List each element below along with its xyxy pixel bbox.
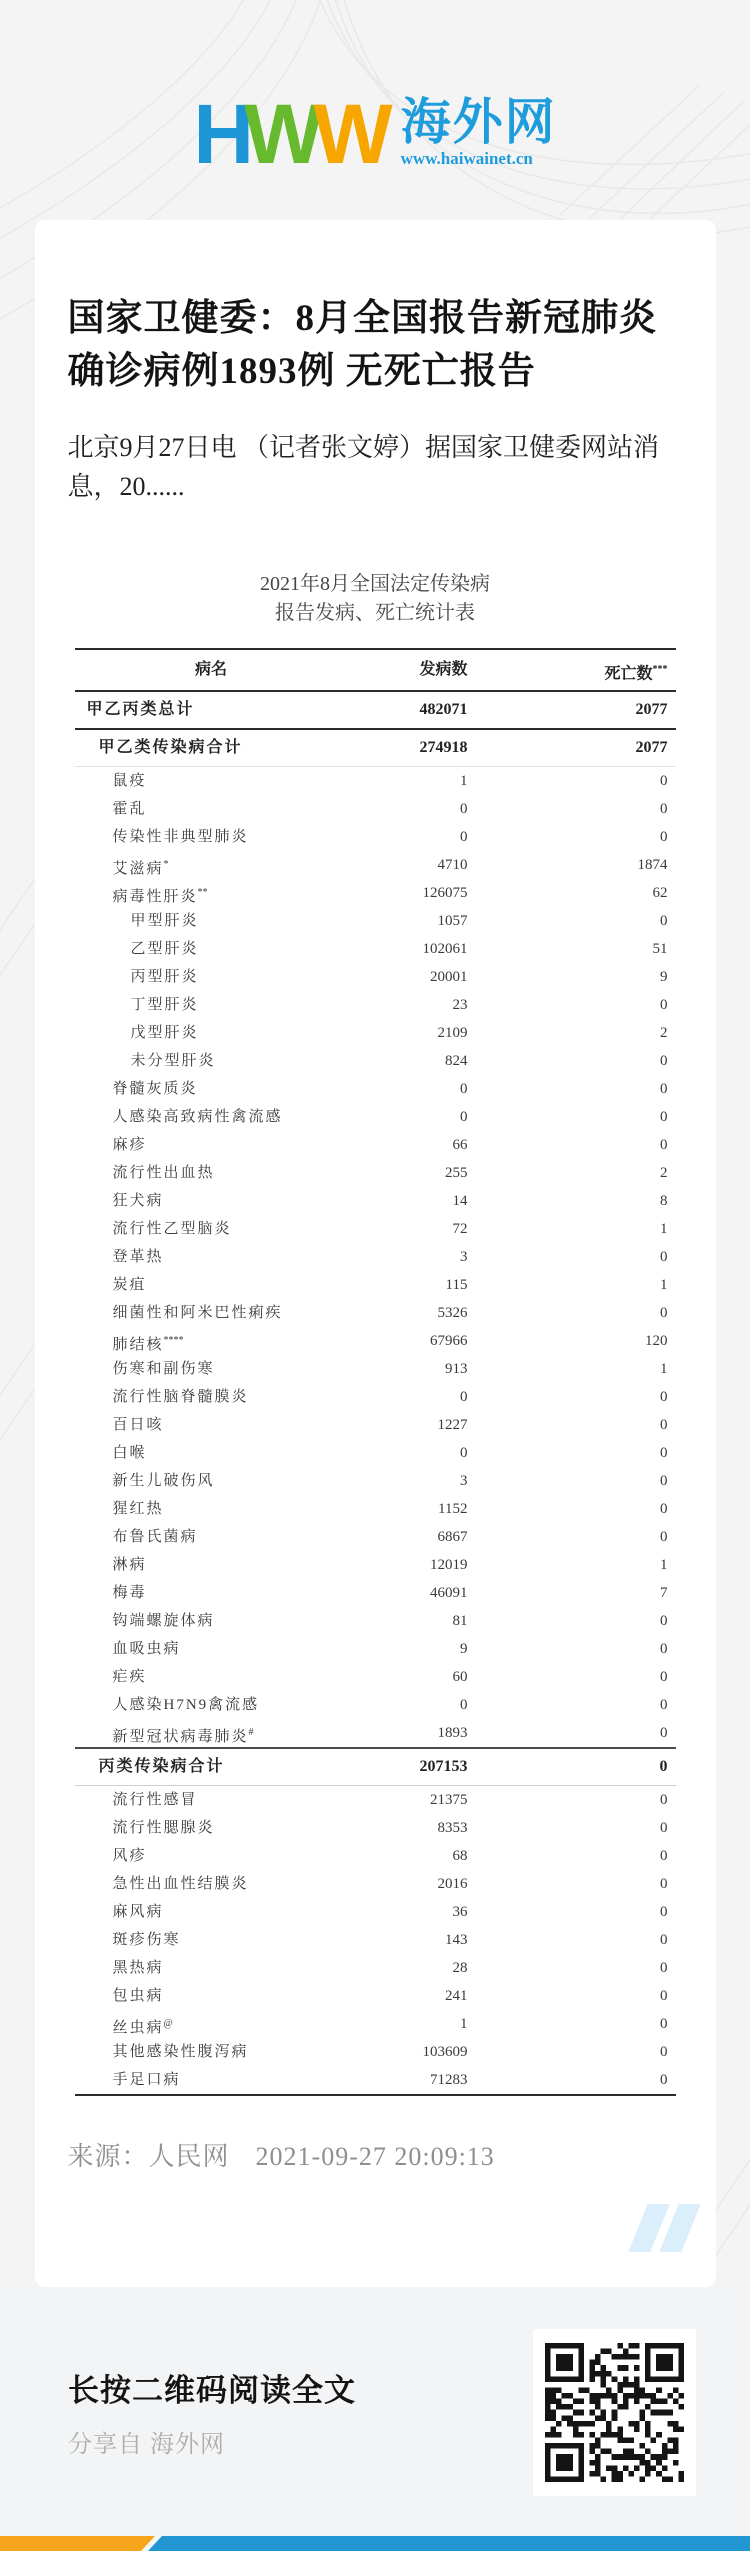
table-row: 传染性非典型肺炎 0 0 [112,829,668,845]
table-row: 淋病 12019 1 [112,1557,668,1573]
table-row: 甲型肝炎 1057 0 [130,913,668,929]
double-slash-decoration-icon [629,2204,691,2257]
article-intro: 北京9月27日电 （记者张文婷）据国家卫健委网站消息，20...... [67,433,660,501]
hww-logo-icon [193,87,400,181]
stripe-orange-segment [0,2536,160,2551]
table-row: 布鲁氏菌病 6867 0 [112,1529,668,1545]
table-row: 流行性腮腺炎 8353 0 [112,1820,668,1836]
table-row: 人感染高致病性禽流感 0 0 [112,1109,668,1125]
column-header-disease: 病名 [194,661,227,678]
table-row: 新生儿破伤风 3 0 [112,1473,668,1489]
table-row: 流行性脑脊髓膜炎 0 0 [112,1389,668,1405]
table-row: 人感染H7N9禽流感 0 0 [112,1697,668,1713]
table-row: 包虫病 241 0 [112,1988,668,2004]
table-row: 丙型肝炎 20001 9 [130,969,668,985]
publish-datetime: 2021-09-27 20:09:13 [255,2142,495,2171]
table-row: 风疹 68 0 [112,1848,668,1864]
table-row: 甲乙类传染病合计 274918 2077 [75,730,676,767]
bottom-brand-stripe [0,2536,750,2551]
site-name: 海外网 [400,94,557,150]
article-title: 国家卫健委：8月全国报告新冠肺炎确诊病例1893例 无死亡报告 [67,298,657,392]
table-row: 流行性乙型脑炎 72 1 [112,1221,668,1237]
share-footer [0,2287,750,2536]
disease-statistics-table [75,648,676,2096]
site-url: www.haiwainet.cn [400,149,533,168]
table-row: 乙型肝炎 102061 51 [130,941,668,957]
table-row: 伤寒和副伤寒 913 1 [112,1361,668,1377]
table-row: 霍乱 0 0 [112,801,668,817]
column-header-cases: 发病数 [419,661,468,678]
logo-letter-w2: W [313,87,383,181]
table-row: 流行性出血热 255 2 [112,1165,668,1181]
qr-code-pattern-icon [545,2343,684,2482]
table-row: 梅毒 46091 7 [112,1585,668,1601]
source-label: 来源： [67,2142,149,2171]
table-title-line1: 2021年8月全国法定传染病 [260,573,490,595]
table-header-row [75,648,676,692]
table-row: 急性出血性结膜炎 2016 0 [112,1876,668,1892]
table-row: 狂犬病 14 8 [112,1193,668,1209]
share-site-name: 海外网 [150,2432,225,2458]
table-row: 脊髓灰质炎 0 0 [112,1081,668,1097]
table-row: 肺结核**** 67966 120 [112,1333,668,1353]
table-row: 麻风病 36 0 [112,1904,668,1920]
table-title [68,570,683,628]
footer-headline: 长按二维码阅读全文 [68,2373,356,2408]
logo-letter-h: H [193,87,245,181]
logo-letter-w1: W [244,87,314,181]
table-row: 丁型肝炎 23 0 [130,997,668,1013]
table-row: 白喉 0 0 [112,1445,668,1461]
article-card [35,220,716,2287]
table-row: 猩红热 1152 0 [112,1501,668,1517]
table-row: 麻疹 66 0 [112,1137,668,1153]
table-row: 病毒性肝炎** 126075 62 [112,885,668,905]
table-row: 手足口病 71283 0 [112,2072,668,2088]
article-source [68,2136,683,2173]
table-row: 百日咳 1227 0 [112,1417,668,1433]
qr-code[interactable] [533,2329,696,2496]
table-row: 未分型肝炎 824 0 [130,1053,668,1069]
table-row: 戊型肝炎 2109 2 [130,1025,668,1041]
table-row: 丝虫病@ 1 0 [112,2016,668,2036]
table-row: 炭疽 115 1 [112,1277,668,1293]
share-label: 分享自 [68,2432,143,2458]
table-title-line2: 报告发病、死亡统计表 [275,602,475,624]
table-row: 登革热 3 0 [112,1249,668,1265]
table-row: 细菌性和阿米巴性痢疾 5326 0 [112,1305,668,1321]
site-header [0,0,750,220]
table-row: 艾滋病* 4710 1874 [112,857,668,877]
table-body [75,692,676,2094]
table-row: 钩端螺旋体病 81 0 [112,1613,668,1629]
table-row: 疟疾 60 0 [112,1669,668,1685]
table-row: 血吸虫病 9 0 [112,1641,668,1657]
table-row: 丙类传染病合计 207153 0 [75,1749,676,1786]
site-logo[interactable] [0,87,750,181]
source-name: 人民网 [148,2142,230,2171]
table-row: 黑热病 28 0 [112,1960,668,1976]
table-row: 流行性感冒 21375 0 [112,1792,668,1808]
table-row: 甲乙丙类总计 482071 2077 [75,692,676,730]
table-row: 斑疹伤寒 143 0 [112,1932,668,1948]
table-row: 其他感染性腹泻病 103609 0 [112,2044,668,2060]
table-row: 鼠疫 1 0 [112,773,668,789]
column-header-deaths: 死亡数*** [604,664,668,683]
table-row: 新型冠状病毒肺炎# 1893 0 [75,1719,676,1749]
